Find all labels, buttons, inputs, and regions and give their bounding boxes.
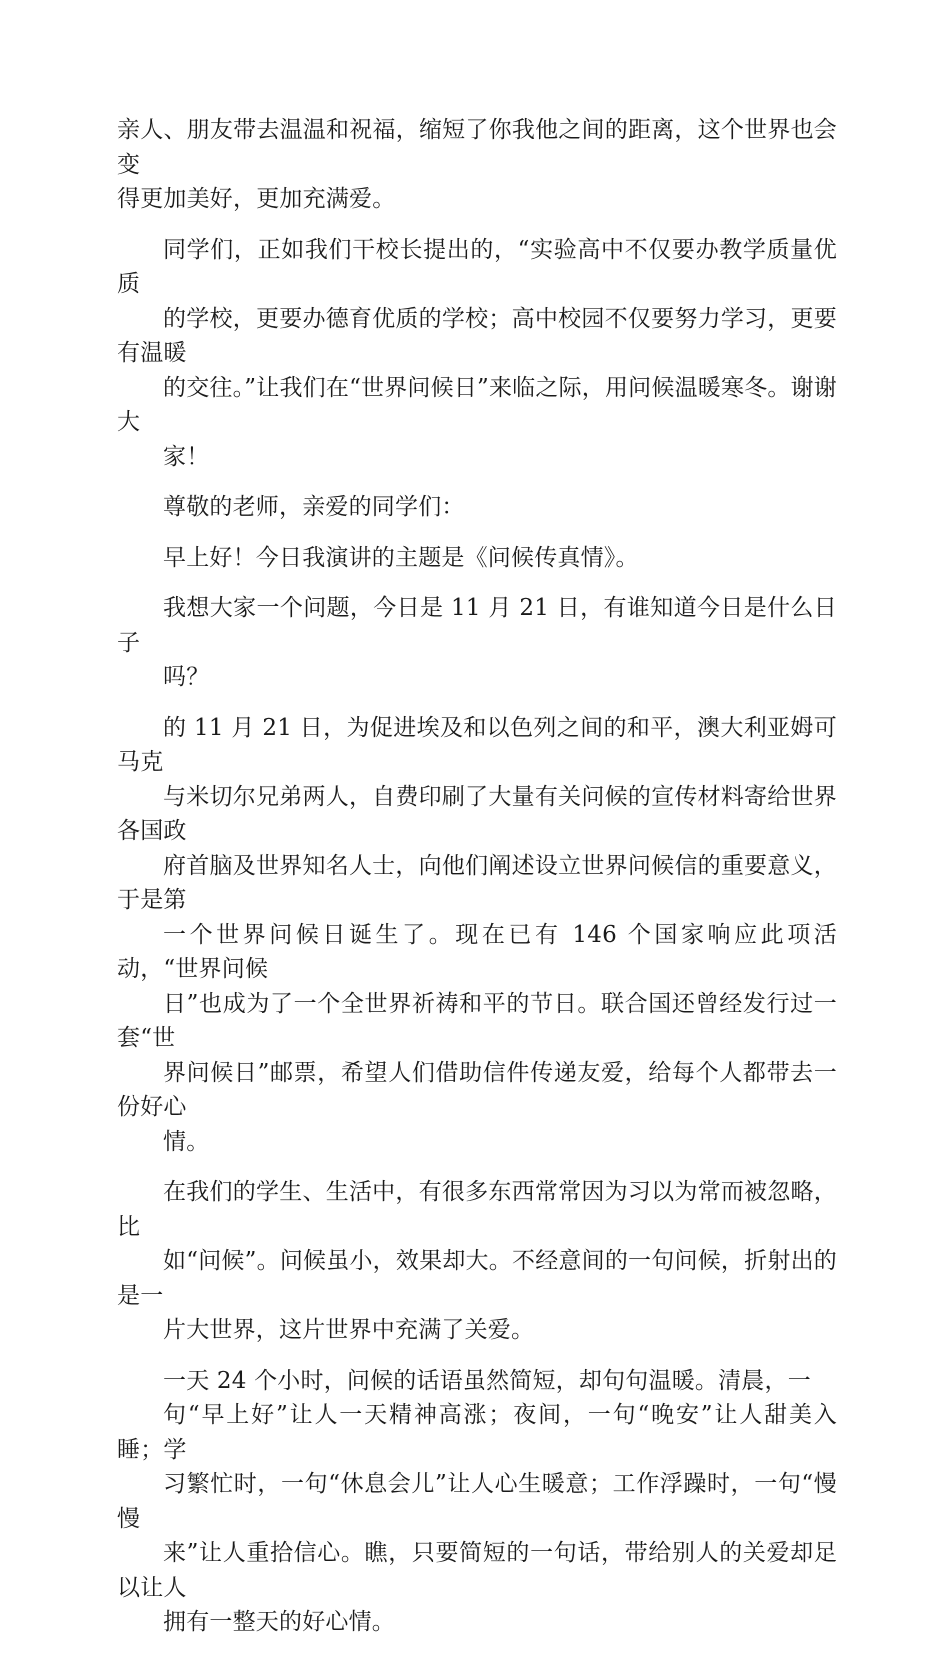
paragraph xyxy=(117,1364,837,1640)
text-line: 的 11 月 21 日，为促进埃及和以色列之间的和平，澳大利亚姆可马克 xyxy=(117,714,837,775)
text-line: 一个世界问候日诞生了。现在已有 146 个国家响应此项活动，“世界问候 xyxy=(117,921,837,982)
text-line: 习繁忙时，一句“休息会儿”让人心生暖意；工作浮躁时，一句“慢慢 xyxy=(117,1471,837,1532)
text-line: 尊敬的老师，亲爱的同学们： xyxy=(163,494,465,520)
text-line: 得更加美好，更加充满爱。 xyxy=(117,186,396,212)
text-line: 一天 24 个小时，问候的话语虽然简短，却句句温暖。清晨，一 xyxy=(163,1367,811,1394)
text-line: 来”让人重拾信心。瞧，只要简短的一句话，带给别人的关爱却足以让人 xyxy=(117,1540,837,1601)
text-line: 我想大家一个问题，今日是 11 月 21 日，有谁知道今日是什么日子 xyxy=(117,595,837,656)
paragraph xyxy=(117,591,837,695)
text-line: 日”也成为了一个全世界祈祷和平的节日。联合国还曾经发行过一套“世 xyxy=(117,990,837,1051)
paragraph xyxy=(117,113,837,217)
text-line: 界问候日”邮票，希望人们借助信件传递友爱，给每个人都带去一份好心 xyxy=(117,1059,837,1120)
paragraph xyxy=(117,1175,837,1348)
text-line: 拥有一整天的好心情。 xyxy=(163,1609,395,1635)
text-line: 与米切尔兄弟两人，自费印刷了大量有关问候的宣传材料寄给世界各国政 xyxy=(117,783,837,844)
text-line: 如“问候”。问候虽小，效果却大。不经意间的一句问候，折射出的是一 xyxy=(117,1248,837,1309)
text-line: 情。 xyxy=(163,1128,210,1155)
text-line: 的交往。”让我们在“世界问候日”来临之际，用问候温暖寒冬。谢谢大 xyxy=(117,374,837,435)
text-line: 同学们，正如我们干校长提出的，“实验高中不仅要办教学质量优质 xyxy=(117,236,837,297)
text-line: 在我们的学生、生活中，有很多东西常常因为习以为常而被忽略，比 xyxy=(117,1179,837,1240)
text-line: 府首脑及世界知名人士，向他们阐述设立世界问候信的重要意义，于是第 xyxy=(117,852,837,913)
text-line: 句“早上好”让人一天精神高涨；夜间，一句“晚安”让人甜美入睡；学 xyxy=(117,1402,837,1463)
paragraph xyxy=(117,233,837,475)
text-line: 的学校，更要办德育优质的学校；高中校园不仅要努力学习，更要有温暖 xyxy=(117,305,837,366)
paragraph xyxy=(117,711,837,1160)
text-line: 家！ xyxy=(163,443,210,470)
text-line: 吗？ xyxy=(163,664,210,690)
paragraph xyxy=(117,541,837,576)
text-line: 早上好！今日我演讲的主题是《问候传真情》。 xyxy=(163,544,639,571)
text-line: 亲人、朋友带去温温和祝福，缩短了你我他之间的距离，这个世界也会变 xyxy=(117,117,837,178)
document-page xyxy=(117,113,837,1656)
text-line: 片大世界，这片世界中充满了关爱。 xyxy=(163,1317,535,1343)
paragraph xyxy=(117,490,837,525)
